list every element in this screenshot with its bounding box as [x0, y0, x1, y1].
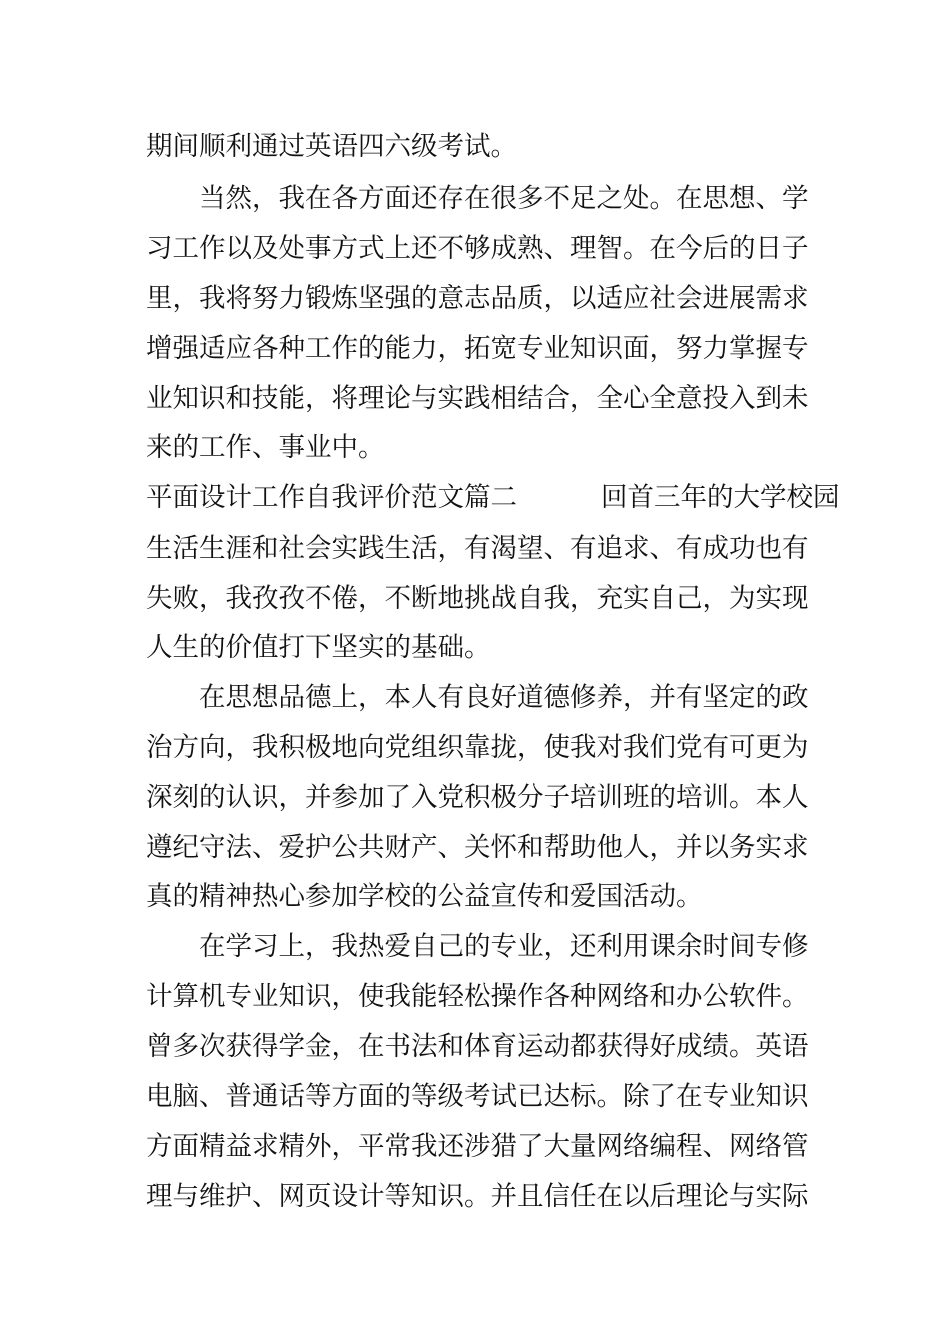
- text-line: 习工作以及处事方式上还不够成熟、理智。在今后的日子: [146, 233, 809, 264]
- text-line: 人生的价值打下坚实的基础。: [146, 632, 491, 663]
- text-line: 计算机专业知识，使我能轻松操作各种网络和办公软件。: [146, 981, 809, 1012]
- text-line: 深刻的认识，并参加了入党积极分子培训班的培训。本人: [146, 782, 809, 813]
- paragraph-start: 当然，我在各方面还存在很多不足之处。在思想、学: [199, 183, 809, 214]
- text-line: 遵纪守法、爱护公共财产、关怀和帮助他人，并以务实求: [146, 832, 809, 863]
- text-line: 业知识和技能，将理论与实践相结合，全心全意投入到未: [146, 383, 809, 414]
- section-heading-line: [146, 481, 840, 515]
- text-line: 增强适应各种工作的能力，拓宽专业知识面，努力掌握专: [146, 333, 809, 364]
- paragraph-start: 回首三年的大学校园: [601, 482, 840, 513]
- text-line: 来的工作、事业中。: [146, 432, 385, 463]
- text-line: 真的精神热心参加学校的公益宣传和爱国活动。: [146, 881, 703, 912]
- text-line: 里，我将努力锻炼坚强的意志品质，以适应社会进展需求: [146, 283, 809, 314]
- text-line: 电脑、普通话等方面的等级考试已达标。除了在专业知识: [146, 1081, 809, 1112]
- text-line: 生活生涯和社会实践生活，有渴望、有追求、有成功也有: [146, 533, 809, 564]
- text-line: 失败，我孜孜不倦，不断地挑战自我，充实自己，为实现: [146, 583, 809, 614]
- text-line: 期间顺利通过英语四六级考试。: [146, 131, 517, 162]
- paragraph-start: 在学习上，我热爱自己的专业，还利用课余时间专修: [199, 931, 809, 962]
- paragraph-start: 在思想品德上，本人有良好道德修养，并有坚定的政: [199, 682, 809, 713]
- section-heading: 平面设计工作自我评价范文篇二: [146, 482, 517, 513]
- text-line: 理与维护、网页设计等知识。并且信任在以后理论与实际: [146, 1181, 809, 1212]
- text-line: 方面精益求精外，平常我还涉猎了大量网络编程、网络管: [146, 1131, 809, 1162]
- text-line: 曾多次获得学金，在书法和体育运动都获得好成绩。英语: [146, 1031, 809, 1062]
- text-line: 治方向，我积极地向党组织靠拢，使我对我们党有可更为: [146, 732, 809, 763]
